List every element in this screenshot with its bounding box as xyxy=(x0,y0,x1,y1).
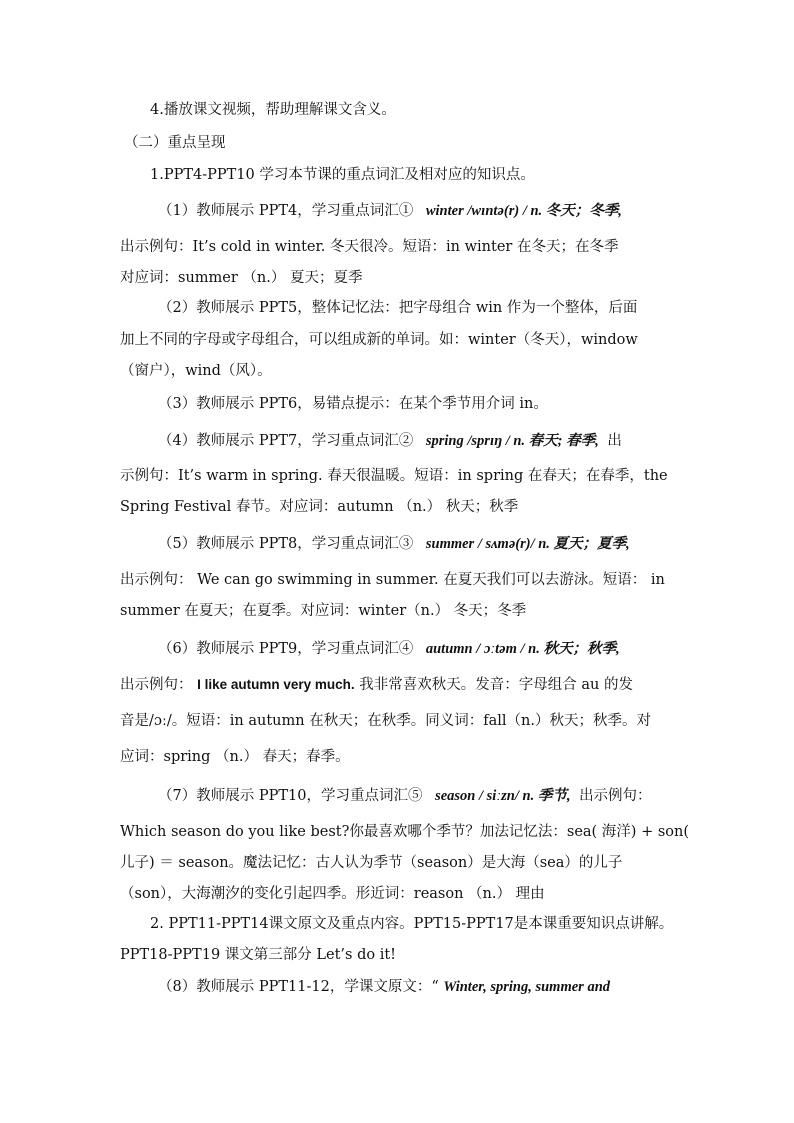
text-quote: Winter, spring, summer and xyxy=(443,979,611,995)
text-intro: （8）教师展示 PPT11-12，学课文原文：“ xyxy=(158,979,439,995)
example-sentence: I like autumn very much. xyxy=(197,677,355,692)
vocab-intro: （4）教师展示 PPT7，学习重点词汇② xyxy=(158,433,414,449)
example-translation: 我非常喜欢秋天。发音：字母组合 au 的发 xyxy=(359,677,633,693)
vocab-item-summer xyxy=(158,534,630,554)
vocab-summer: summer / sʌmə(r)/ n. 夏天；夏季, xyxy=(425,536,630,552)
line-season-memory: 儿子) ＝ season。魔法记忆：古人认为季节（season）是大海（sea）的儿子 xyxy=(120,855,623,871)
vocab-item-winter xyxy=(158,201,622,221)
line-spring-opposite: Spring Festival 春节。对应词：autumn （n.） 秋天；秋季 xyxy=(120,499,519,515)
vocab-winter: winter /wɪntə(r) / n. 冬天；冬季, xyxy=(425,203,622,219)
vocab-item-autumn xyxy=(158,639,620,659)
line-summer-opposite: summer 在夏天；在夏季。对应词：winter（n.） 冬天；冬季 xyxy=(120,603,527,619)
line-memory-method-2: 加上不同的字母或字母组合，可以组成新的单词。如：winter（冬天），window xyxy=(120,332,638,348)
vocab-intro: （6）教师展示 PPT9，学习重点词汇④ xyxy=(158,641,414,657)
line-winter-opposite: 对应词：summer （n.） 夏天；夏季 xyxy=(120,270,363,286)
vocab-item-season xyxy=(158,786,652,806)
vocab-spring: spring /sprɪŋ / n. 春天; 春季, xyxy=(425,433,599,449)
vocab-intro: （5）教师展示 PPT8，学习重点词汇③ xyxy=(158,536,414,552)
example-label: 出示例句： xyxy=(120,677,193,693)
vocab-tail: 出 xyxy=(607,433,622,449)
section-heading: （二）重点呈现 xyxy=(124,135,226,151)
line-play-video: 4.播放课文视频，帮助理解课文含义。 xyxy=(150,102,396,118)
line-spring-example: 示例句：It’s warm in spring. 春天很温暖。短语：in spring 在春天；在春季，the xyxy=(120,468,668,484)
vocab-intro: （1）教师展示 PPT4，学习重点词汇① xyxy=(158,203,414,219)
line-memory-method: （2）教师展示 PPT5，整体记忆法：把字母组合 win 作为一个整体，后面 xyxy=(158,300,638,316)
line-winter-example: 出示例句：It’s cold in winter. 冬天很冷。短语：in winter 在冬天；在冬季 xyxy=(120,239,619,255)
line-summer-example: 出示例句： We can go swimming in summer. 在夏天我们可以去游泳。短语： in xyxy=(120,572,665,588)
vocab-season: season / siːzn/ n. 季节, xyxy=(435,788,571,804)
line-ppt11-17: 2. PPT11-PPT14课文原文及重点内容。PPT15-PPT17是本课重要知识点讲解。 xyxy=(150,916,674,932)
line-text-original xyxy=(158,977,610,997)
line-memory-method-3: （窗户），wind（风）。 xyxy=(120,363,272,379)
line-autumn-opposite: 应词：spring （n.） 春天；春季。 xyxy=(120,749,350,765)
line-season-example: Which season do you like best?你最喜欢哪个季节？加法记忆法：sea( 海洋) + son( xyxy=(120,824,690,840)
vocab-intro: （7）教师展示 PPT10，学习重点词汇⑤ xyxy=(158,788,423,804)
line-autumn-example xyxy=(120,675,633,695)
vocab-autumn: autumn / ɔːtəm / n. 秋天；秋季, xyxy=(425,641,620,657)
line-ppt4-10: 1.PPT4-PPT10 学习本节课的重点词汇及相对应的知识点。 xyxy=(150,167,535,183)
line-ppt18-19: PPT18-PPT19 课文第三部分 Let’s do it! xyxy=(120,947,396,963)
vocab-tail: 出示例句： xyxy=(579,788,652,804)
line-error-tip: （3）教师展示 PPT6，易错点提示：在某个季节用介词 in。 xyxy=(158,396,548,412)
vocab-item-spring xyxy=(158,431,622,451)
line-autumn-phrase: 音是/ɔː/。短语：in autumn 在秋天；在秋季。同义词：fall（n.）秋天；秋季。对 xyxy=(120,713,651,729)
line-season-similar: （son），大海潮汐的变化引起四季。形近词：reason （n.） 理由 xyxy=(120,886,545,902)
